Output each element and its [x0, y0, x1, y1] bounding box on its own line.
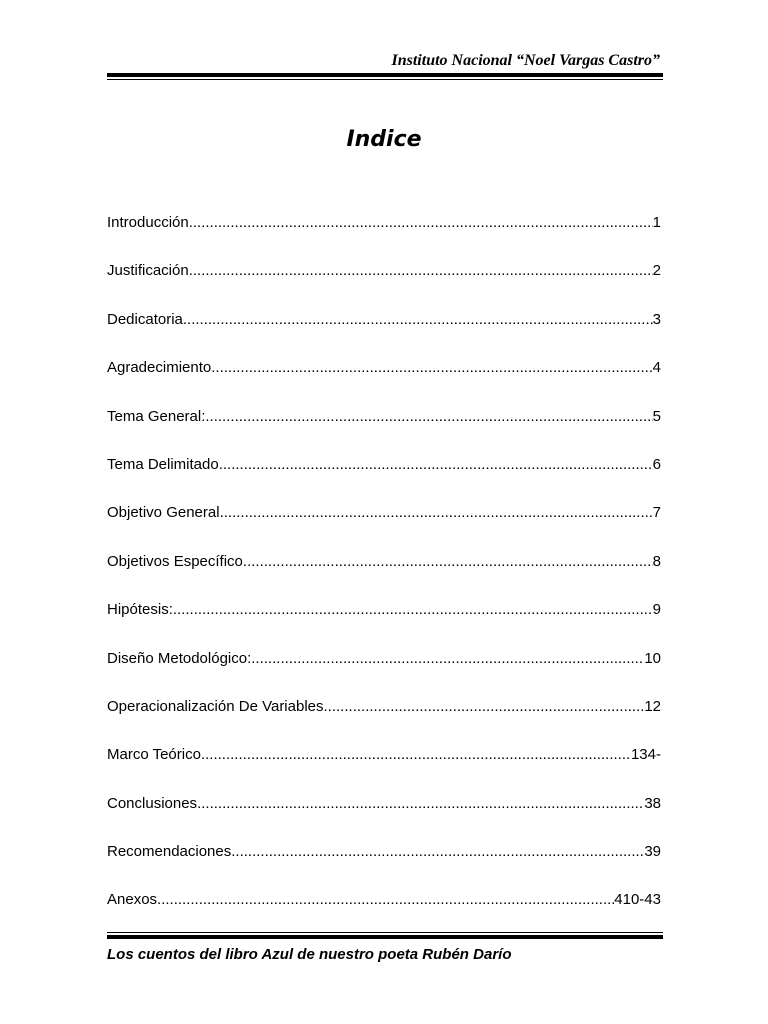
toc-entry-label: Justificación — [107, 262, 189, 280]
toc-entry-page: 3 — [652, 310, 661, 328]
table-of-contents — [107, 210, 661, 936]
toc-dot-leader — [157, 887, 614, 912]
header-institution: Instituto Nacional “Noel Vargas Castro” — [391, 52, 660, 69]
toc-dot-leader — [189, 210, 653, 235]
toc-entry — [107, 404, 661, 452]
toc-dot-leader — [201, 742, 631, 767]
footer-text: Los cuentos del libro Azul de nuestro poeta Rubén Darío — [107, 946, 512, 963]
toc-dot-leader — [197, 791, 644, 816]
toc-entry-page: 5 — [652, 407, 661, 425]
toc-dot-leader — [220, 500, 653, 525]
toc-entry-page: 2 — [652, 262, 661, 280]
toc-entry-page: 8 — [652, 552, 661, 570]
toc-entry-page: 4 — [652, 359, 661, 377]
toc-entry-label: Objetivo General — [107, 504, 220, 522]
toc-entry-page: 12 — [644, 697, 661, 715]
toc-dot-leader — [205, 404, 652, 429]
toc-entry-label: Tema General: — [107, 407, 206, 425]
toc-entry — [107, 355, 661, 403]
toc-entry-label: Hipótesis: — [107, 601, 173, 619]
toc-entry-label: Conclusiones — [107, 794, 198, 812]
toc-dot-leader — [211, 355, 652, 380]
toc-entry-page: 10 — [644, 649, 661, 667]
toc-entry-label: Anexos — [107, 891, 158, 909]
toc-entry-page: 39 — [644, 843, 661, 861]
toc-entry — [107, 597, 661, 645]
footer-rule-thin — [107, 932, 663, 933]
toc-dot-leader — [183, 307, 653, 332]
toc-entry-page: 9 — [652, 601, 661, 619]
toc-entry-label: Operacionalización De Variables — [107, 697, 324, 715]
toc-entry-page: 410-43 — [614, 891, 661, 909]
toc-dot-leader — [231, 839, 644, 864]
toc-entry-label: Marco Teórico — [107, 746, 201, 764]
toc-entry — [107, 549, 661, 597]
toc-entry-page: 7 — [652, 504, 661, 522]
toc-dot-leader — [251, 646, 644, 671]
header-rule-thin — [107, 79, 663, 80]
toc-entry-label: Dedicatoria — [107, 310, 183, 328]
toc-entry-page: 134- — [630, 746, 661, 764]
toc-entry — [107, 694, 661, 742]
footer-rule-thick — [107, 935, 663, 939]
toc-entry-label: Tema Delimitado — [107, 455, 219, 473]
toc-entry-page: 38 — [644, 794, 661, 812]
toc-entry-label: Introducción — [107, 214, 189, 231]
toc-dot-leader — [324, 694, 645, 719]
toc-entry — [107, 210, 661, 258]
toc-entry-label: Objetivos Específico — [107, 552, 243, 570]
toc-entry-page: 1 — [652, 214, 661, 231]
toc-entry — [107, 887, 661, 935]
toc-dot-leader — [173, 597, 653, 622]
toc-entry — [107, 258, 661, 306]
toc-entry-label: Diseño Metodológico: — [107, 649, 252, 667]
page-title: Indice — [346, 127, 422, 152]
toc-entry — [107, 500, 661, 548]
toc-entry — [107, 839, 661, 887]
toc-dot-leader — [219, 452, 653, 477]
header-rule-thick — [107, 73, 663, 77]
toc-entry-label: Agradecimiento — [107, 359, 212, 377]
toc-entry — [107, 646, 661, 694]
toc-entry-label: Recomendaciones — [107, 843, 232, 861]
toc-dot-leader — [243, 549, 653, 574]
toc-dot-leader — [189, 258, 653, 283]
toc-entry — [107, 307, 661, 355]
toc-entry — [107, 742, 661, 790]
toc-entry — [107, 791, 661, 839]
toc-entry — [107, 452, 661, 500]
toc-entry-page: 6 — [652, 455, 661, 473]
